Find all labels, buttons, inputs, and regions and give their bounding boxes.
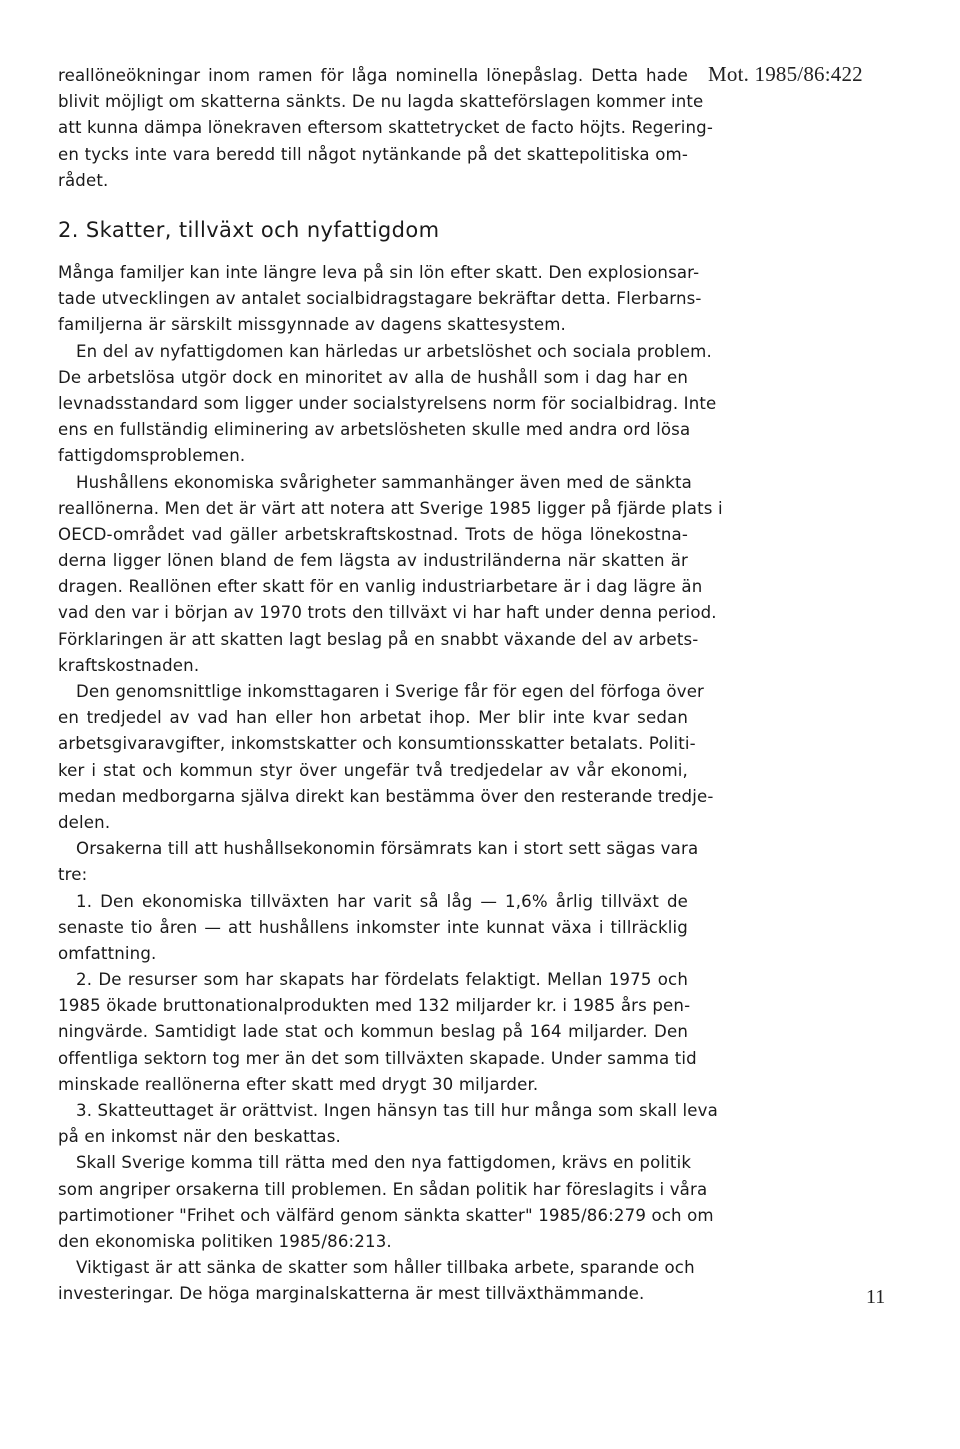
- body-line: senaste tio åren — att hushållens inkomster inte kunnat växa i tillräcklig: [58, 917, 688, 937]
- intro-line: en tycks inte vara beredd till något nytänkande på det skattepolitiska om-: [58, 144, 688, 164]
- body-line: investeringar. De höga marginalskatterna är mest tillväxthämmande.: [58, 1284, 645, 1304]
- body-line: den ekonomiska politiken 1985/86:213.: [58, 1231, 392, 1251]
- body-line: partimotioner "Frihet och välfärd genom sänkta skatter" 1985/86:279 och om: [58, 1205, 714, 1225]
- body-line: 1985 ökade bruttonationalprodukten med 132 miljarder kr. i 1985 års pen-: [58, 996, 691, 1016]
- body-line: på en inkomst när den beskattas.: [58, 1127, 341, 1147]
- body-line: levnadsstandard som ligger under socialstyrelsens norm för socialbidrag. Inte: [58, 393, 717, 413]
- body-line: 3. Skatteuttaget är orättvist. Ingen hänsyn tas till hur många som skall leva: [76, 1101, 718, 1120]
- body-line: vad den var i början av 1970 trots den tillväxt vi har haft under denna period.: [58, 603, 717, 623]
- intro-line: att kunna dämpa lönekraven eftersom skattetrycket de facto höjts. Regering-: [58, 118, 713, 138]
- body-line: som angriper orsakerna till problemen. En sådan politik har föreslagits i våra: [58, 1179, 708, 1199]
- body-line: Viktigast är att sänka de skatter som håller tillbaka arbete, sparande och: [76, 1258, 695, 1278]
- page-number: 11: [866, 1286, 886, 1308]
- intro-paragraph: [58, 63, 713, 194]
- body-line: OECD-området vad gäller arbetskraftskostnad. Trots de höga lönekostna-: [58, 524, 688, 544]
- body-line: Många familjer kan inte längre leva på sin lön efter skatt. Den explosionsar-: [58, 263, 700, 282]
- body-line: ens en fullständig eliminering av arbetslösheten skulle med andra ord lösa: [58, 420, 691, 440]
- body-line: fattigdomsproblemen.: [58, 446, 246, 466]
- section-body: [58, 260, 723, 1308]
- body-line: dragen. Reallönen efter skatt för en vanlig industriarbetare är i dag lägre än: [58, 577, 703, 597]
- body-line: De arbetslösa utgör dock en minoritet av alla de hushåll som i dag har en: [58, 367, 688, 387]
- body-line: delen.: [58, 812, 111, 832]
- body-line: 1. Den ekonomiska tillväxten har varit så låg — 1,6% årlig tillväxt de: [76, 891, 688, 911]
- body-line: kraftskostnaden.: [58, 655, 200, 675]
- body-line: tre:: [58, 865, 88, 885]
- body-line: Den genomsnittlige inkomsttagaren i Sverige får för egen del förfoga över: [76, 682, 705, 701]
- body-line: Förklaringen är att skatten lagt beslag på en snabbt växande del av arbets-: [58, 629, 699, 649]
- body-line: arbetsgivaravgifter, inkomstskatter och konsumtionsskatter betalats. Politi-: [58, 734, 696, 754]
- body-line: medan medborgarna själva direkt kan bestämma över den resterande tredje-: [58, 786, 714, 806]
- body-line: familjerna är särskilt missgynnade av dagens skattesystem.: [58, 315, 566, 335]
- motion-reference: Mot. 1985/86:422: [708, 62, 863, 86]
- body-line: ningvärde. Samtidigt lade stat och kommun beslag på 164 miljarder. Den: [58, 1022, 688, 1042]
- body-line: Orsakerna till att hushållsekonomin försämrats kan i stort sett sägas vara: [76, 839, 699, 859]
- body-line: En del av nyfattigdomen kan härledas ur arbetslöshet och sociala problem.: [76, 341, 712, 361]
- body-line: Skall Sverige komma till rätta med den nya fattigdomen, krävs en politik: [76, 1153, 692, 1173]
- intro-line: blivit möjligt om skatterna sänkts. De nu lagda skatteförslagen kommer inte: [58, 92, 704, 112]
- body-line: omfattning.: [58, 943, 157, 963]
- body-line: tade utvecklingen av antalet socialbidragstagare bekräftar detta. Flerbarns-: [58, 289, 702, 309]
- body-line: reallönerna. Men det är värt att notera att Sverige 1985 ligger på fjärde plats i: [58, 498, 723, 518]
- body-line: derna ligger lönen bland de fem lägsta av industriländerna när skatten är: [58, 551, 688, 571]
- body-line: offentliga sektorn tog mer än det som tillväxten skapade. Under samma tid: [58, 1048, 697, 1068]
- section-heading: 2. Skatter, tillväxt och nyfattigdom: [58, 218, 440, 242]
- body-line: minskade reallönerna efter skatt med drygt 30 miljarder.: [58, 1074, 539, 1094]
- body-line: Hushållens ekonomiska svårigheter sammanhänger även med de sänkta: [76, 472, 692, 492]
- body-line: 2. De resurser som har skapats har fördelats felaktigt. Mellan 1975 och: [76, 970, 688, 990]
- intro-line: rådet.: [58, 170, 109, 190]
- intro-line: reallöneökningar inom ramen för låga nominella lönepåslag. Detta hade: [58, 66, 688, 85]
- body-line: ker i stat och kommun styr över ungefär två tredjedelar av vår ekonomi,: [58, 760, 688, 780]
- body-line: en tredjedel av vad han eller hon arbetat ihop. Mer blir inte kvar sedan: [58, 708, 688, 728]
